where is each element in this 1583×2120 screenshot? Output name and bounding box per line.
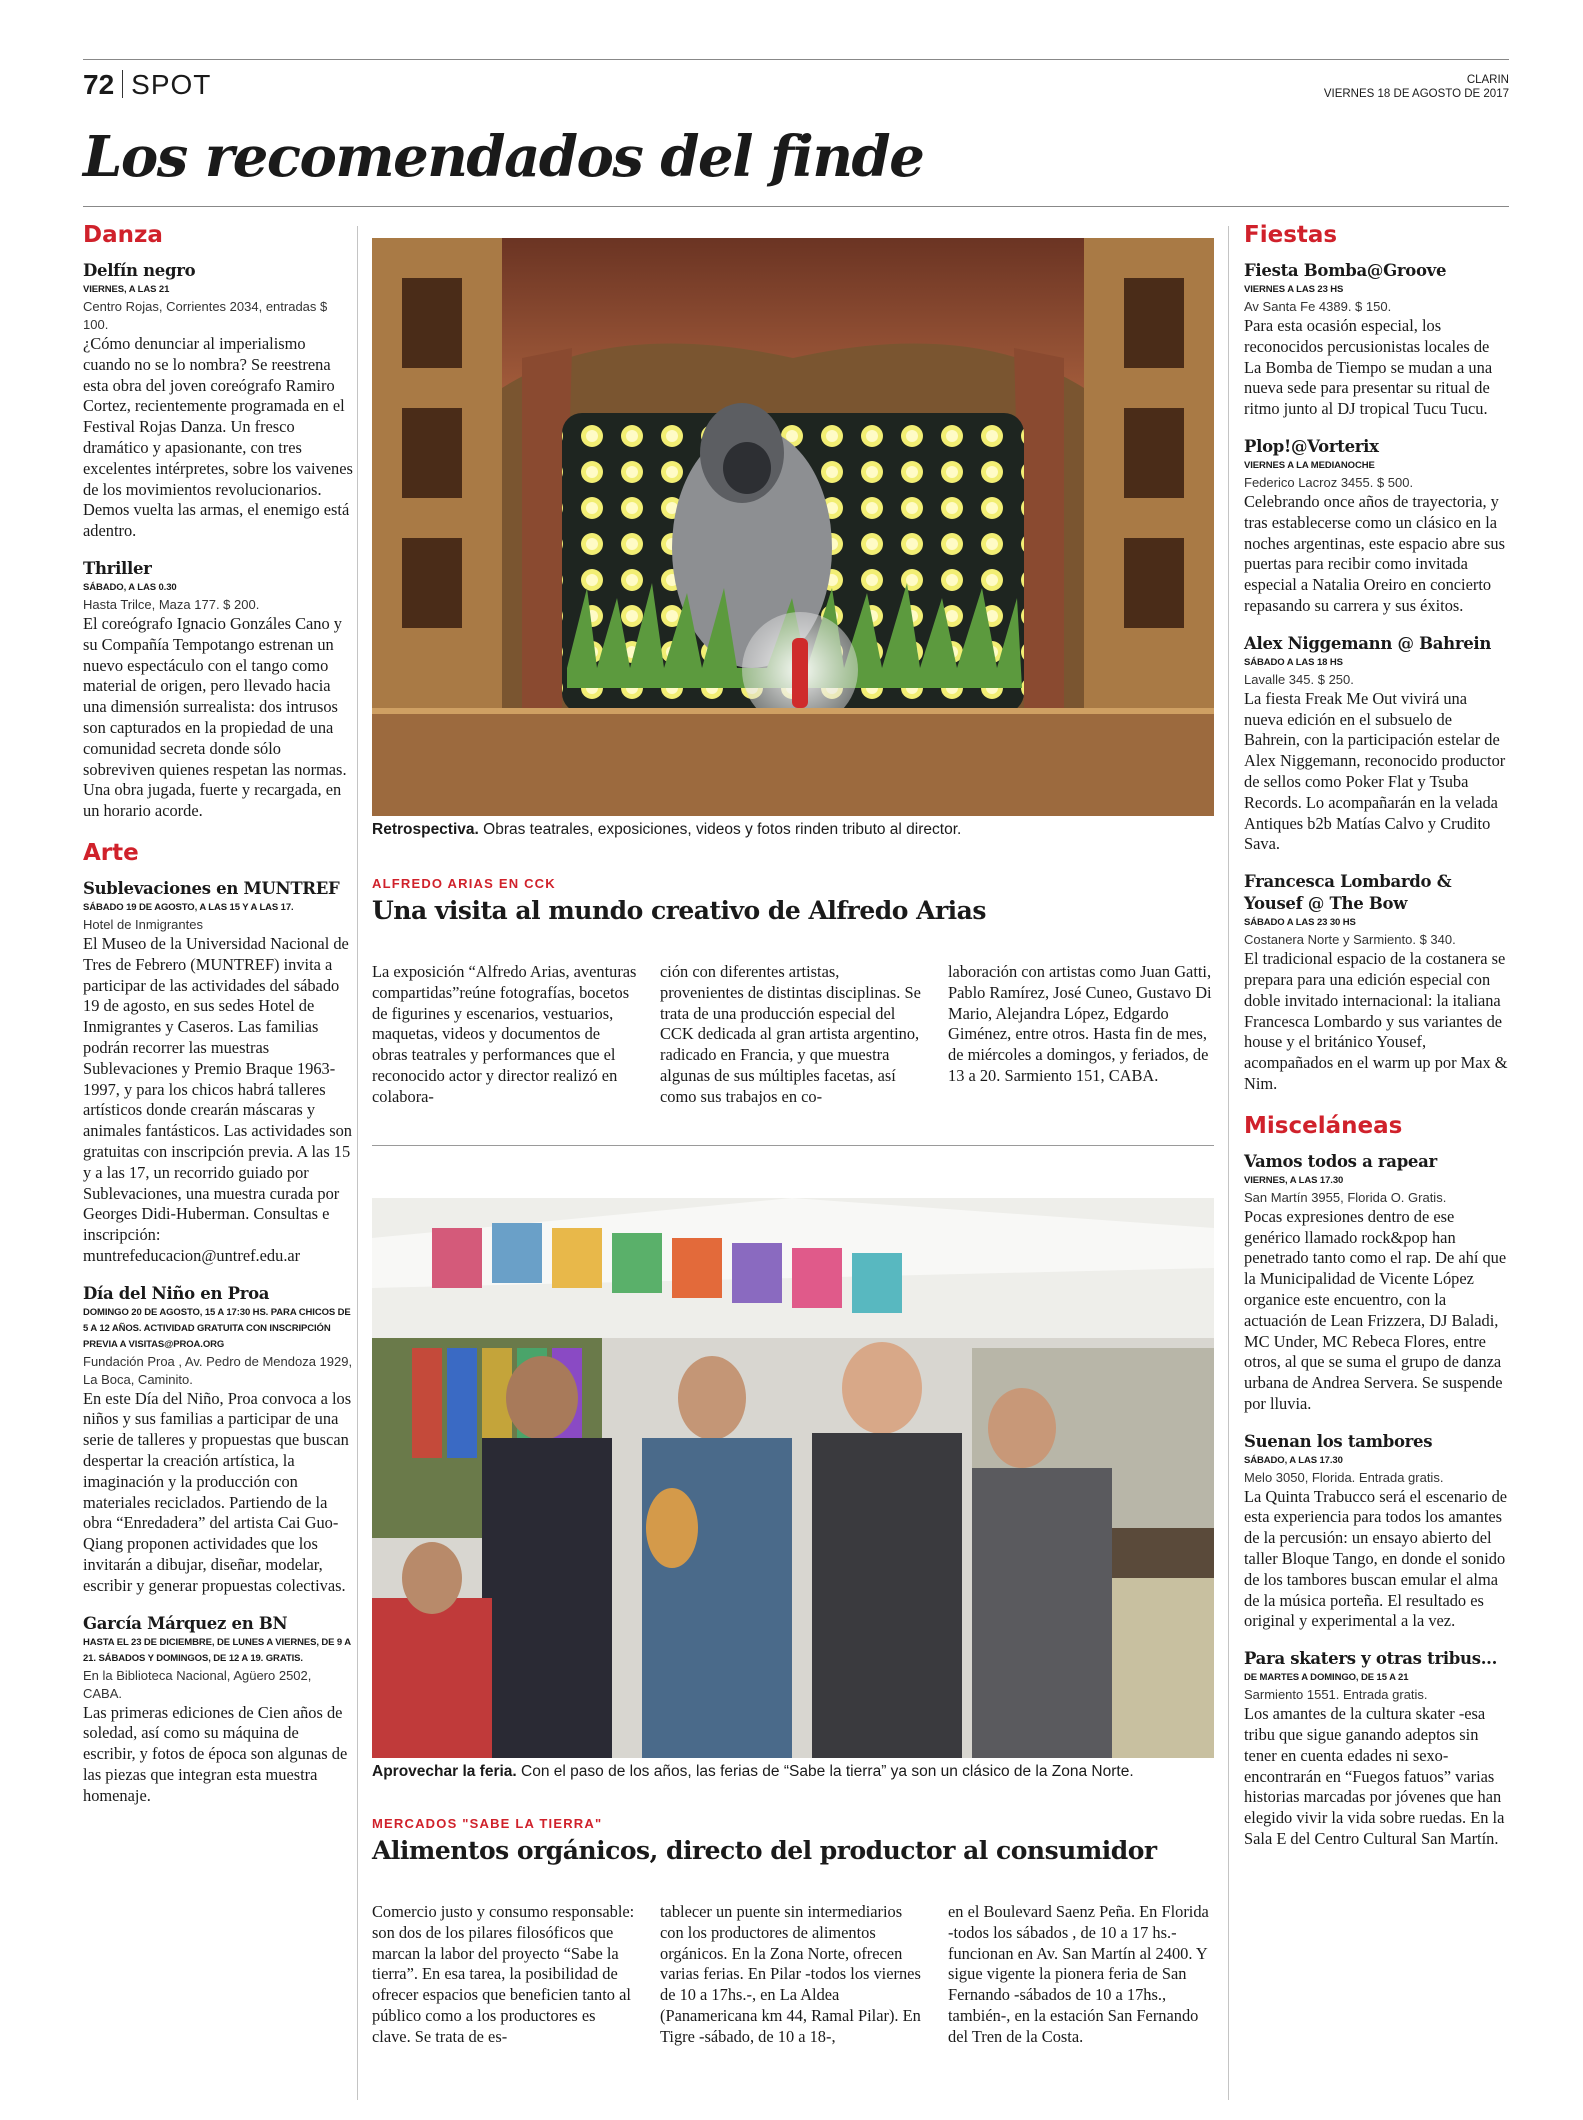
market-illustration [372, 1198, 1214, 1758]
caption-lead: Aprovechar la feria. [372, 1763, 517, 1780]
entry-schedule: VIERNES, A LAS 17.30 [1244, 1174, 1344, 1186]
entry-title: Sublevaciones en MUNTREF [83, 878, 340, 898]
listing-entry [83, 1613, 353, 1807]
story-column: La exposición “Alfredo Arias, aventuras compartidas”reúne fotografías, bocetos de figurines y escenarios, vestuarios, maquetas, videos y documentos de obras teatrales y performances que el reconocido actor y director realizó en colabora- [372, 962, 637, 1106]
entry-title: Día del Niño en Proa [83, 1283, 270, 1303]
section-title-arte: Arte [83, 839, 139, 866]
entry-text: En este Día del Niño, Proa convoca a los niños y sus familias a participar de una serie de talleres y propuestas que buscan despertar la creación artística, la imaginación y la producción con materiales reciclados. Partiendo de la obra “Enredadera” del artista Cai Guo-Qiang proponen actividades que los invitarán a dibujar, diseñar, modelar, escribir y generar propuestas colectivas. [83, 1388, 352, 1595]
entry-venue: Costanera Norte y Sarmiento. $ 340. [1244, 932, 1456, 948]
section-name: SPOT [131, 69, 212, 100]
entry-title: Plop!@Vorterix [1244, 436, 1379, 456]
entry-venue: Melo 3050, Florida. Entrada gratis. [1244, 1469, 1444, 1485]
column-divider [1228, 226, 1229, 2100]
photo-market [372, 1198, 1214, 1758]
entry-title: Alex Niggemann @ Bahrein [1244, 633, 1492, 653]
section-title-fiestas: Fiestas [1244, 222, 1338, 248]
story-title: Alimentos orgánicos, directo del productor al consumidor [372, 1836, 1157, 1865]
entry-title: Vamos todos a rapear [1244, 1151, 1437, 1171]
photo-caption [372, 820, 1214, 840]
listing-entry [1244, 1151, 1509, 1415]
entry-venue: Centro Rojas, Corrientes 2034, entradas $ 100. [83, 299, 328, 332]
entry-venue: San Martín 3955, Florida O. Gratis. [1244, 1189, 1447, 1205]
entry-schedule: VIERNES, A LAS 21 [83, 284, 170, 295]
stage-illustration [372, 238, 1214, 816]
entry-title: Delfín negro [83, 261, 196, 280]
page-header [83, 70, 211, 100]
listing-entry [1244, 260, 1509, 420]
column-divider [357, 226, 358, 2100]
entry-venue: Hasta Trilce, Maza 177. $ 200. [83, 596, 260, 612]
listing-entry [1244, 1431, 1509, 1633]
entry-schedule: SÁBADO, A LAS 0.30 [83, 581, 177, 593]
listing-entry [1244, 436, 1509, 617]
top-rule [83, 59, 1509, 60]
entry-schedule: DOMINGO 20 DE AGOSTO, 15 A 17:30 HS. PARA CHICOS DE 5 A 12 AÑOS. ACTIVIDAD GRATUITA CON INSCRIPCIÓN PREVIA A VISITAS@PROA.ORG [83, 1306, 351, 1350]
section-title-danza: Danza [83, 222, 163, 248]
story-column: tablecer un puente sin intermediarios con los productores de alimentos orgánicos. En la Zona Norte, ofrecen varias ferias. En Pilar -todos los viernes de 10 a 17hs.-, en La Aldea (Panamericana km 44, Ramal Pilar). En Tigre -sábado, de 10 a 18-, [660, 1902, 921, 2046]
entry-text: Las primeras ediciones de Cien años de soledad, así como su máquina de escribir, y fotos de época son algunas de las piezas que integran esta muestra homenaje. [83, 1702, 348, 1805]
caption-text: Con el paso de los años, las ferias de “Sabe la tierra” ya son un clásico de la Zona Norte. [521, 1763, 1134, 1780]
entry-text: Celebrando once años de trayectoria, y tras establecerse como un clásico en la noches argentinas, este espacio abre sus puertas para recibir como invitada especial a Natalia Oreiro en concierto repasando su carrera y sus éxitos. [1244, 491, 1505, 615]
photo-caption [372, 1762, 1214, 1782]
story-body [372, 962, 1214, 1108]
entry-title: Para skaters y otras tribus... [1244, 1649, 1498, 1669]
entry-schedule: VIERNES A LAS 23 HS [1244, 284, 1344, 295]
entry-text: Pocas expresiones dentro de ese genérico llamado rock&pop han penetrado tanto como el rap. De ahí que la Municipalidad de Vicente López organice este encuentro, con la actuación de Lean Frizzera, DJ Baladi, MC Under, MC Rebeca Flores, entre otros, al que se suma el grupo de danza urbana de Andrea Servera. Se suspende por lluvia. [1244, 1206, 1507, 1413]
entry-text: El coreógrafo Ignacio Gonzáles Cano y su Compañía Tempotango estrenan un nuevo espectáculo con el tango como material de origen, pero llevado hacia una dimensión surrealista: dos intrusos son capturados en la propiedad de una comunidad secreta donde sólo sobreviven quienes respetan las normas. Una obra jugada, fuerte y recargada, en un horario acorde. [83, 613, 347, 821]
entry-text: El tradicional espacio de la costanera se prepara para una edición especial con doble invitado internacional: la italiana Francesca Lombardo y sus variantes de house y el británico Yousef, acompañados en el warm up por Max & Nim. [1244, 949, 1508, 1093]
entry-text: La fiesta Freak Me Out vivirá una nueva edición en el subsuelo de Bahrein, con la participación estelar de Alex Niggemann, reconocido productor de sellos como Poker Flat y Tsuba Records. Lo acompañarán en la velada Antiques b2b Matías Calvo y Crudito Sava. [1244, 688, 1506, 854]
entry-venue: Av Santa Fe 4389. $ 150. [1244, 299, 1392, 314]
paper-name: CLARIN [1466, 74, 1509, 86]
entry-venue: En la Biblioteca Nacional, Agüero 2502, CABA. [83, 1667, 312, 1701]
entry-schedule: HASTA EL 23 DE DICIEMBRE, DE LUNES A VIERNES, DE 9 A 21. SÁBADOS Y DOMINGOS, DE 12 A 19. GRATIS. [83, 1636, 351, 1664]
headline-rule [83, 206, 1509, 207]
listing-entry [83, 878, 353, 1267]
entry-title: Suenan los tambores [1244, 1431, 1433, 1451]
entry-venue: Lavalle 345. $ 250. [1244, 671, 1354, 687]
entry-title: Fiesta Bomba@Groove [1244, 261, 1447, 280]
entry-venue: Hotel de Inmigrantes [83, 916, 203, 932]
entry-venue: Sarmiento 1551. Entrada gratis. [1244, 1687, 1428, 1703]
entry-text: El Museo de la Universidad Nacional de Tres de Febrero (MUNTREF) invita a participar de las actividades del sábado 19 de agosto, en sus sedes Hotel de Inmigrantes y Caseros. Las familias podrán recorrer las muestras Sublevaciones y Premio Braque 1963-1997, y para los chicos habrá talleres artísticos donde crearán máscaras y animales fantásticos. Las actividades son gratuitas con inscripción previa. A las 15 y a las 17, un recorrido guiado por Sublevaciones, una muestra curada por Georges Didi-Huberman. Consultas e inscripción: muntrefeducacion@untref.edu.ar [83, 933, 352, 1265]
story-kicker: ALFREDO ARIAS EN CCK [372, 876, 556, 891]
entry-schedule: VIERNES A LA MEDIANOCHE [1244, 459, 1375, 471]
issue-date: VIERNES 18 DE AGOSTO DE 2017 [1323, 88, 1509, 100]
entry-schedule: SÁBADO 19 DE AGOSTO, A LAS 15 Y A LAS 17. [83, 901, 294, 913]
listing-entry [83, 1283, 353, 1597]
entry-schedule: DE MARTES A DOMINGO, DE 15 A 21 [1244, 1672, 1409, 1684]
listing-entry [83, 558, 353, 822]
entry-venue: Federico Lacroz 3455. $ 500. [1244, 474, 1414, 490]
photo-theater-stage [372, 238, 1214, 816]
caption-text: Obras teatrales, exposiciones, videos y fotos rinden tributo al director. [483, 821, 962, 838]
header-divider [122, 70, 123, 98]
story-title: Una visita al mundo creativo de Alfredo Arias [372, 896, 986, 925]
page-number: 72 [83, 69, 115, 100]
caption-lead: Retrospectiva. [372, 821, 479, 838]
story-column: laboración con artistas como Juan Gatti, Pablo Ramírez, José Cuneo, Gustavo Di Mario, Alejandra López, Edgardo Giménez, entre otros. Hasta fin de mes, de miércoles a domingos, y feriados, de 13 a 20. Sarmiento 151, CABA. [948, 962, 1212, 1085]
entry-text: Para esta ocasión especial, los reconocidos percusionistas locales de La Bomba de Tiempo se mudan a una nueva sede para presentar su ritual de ritmo junto al DJ tropical Tucu Tucu. [1244, 316, 1493, 419]
listing-entry [83, 260, 353, 542]
section-title-miscelaneas: Misceláneas [1244, 1112, 1403, 1139]
masthead [1324, 73, 1509, 101]
story-body [372, 1902, 1214, 2048]
listing-entry [1244, 633, 1509, 855]
story-divider [372, 1145, 1214, 1146]
entry-schedule: SÁBADO, A LAS 17.30 [1244, 1454, 1343, 1466]
listing-entry [1244, 871, 1509, 1095]
story-column: ción con diferentes artistas, provenientes de distintas disciplinas. Se trata de una producción especial del CCK dedicada al gran artista argentino, radicado en Francia, y que muestra algunas de sus múltiples facetas, así como sus trabajos en co- [660, 962, 921, 1106]
entry-text: La Quinta Trabucco será el escenario de esta experiencia para todos los amantes de la percusión: un ensayo abierto del taller Bloque Tango, en donde el sonido de los tambores buscan emular el alma de la música porteña. El resultado es original y experimental a la vez. [1244, 1486, 1508, 1631]
entry-title: Francesca Lombardo & Yousef @ The Bow [1244, 872, 1452, 914]
entry-schedule: SÁBADO A LAS 23 30 HS [1244, 917, 1356, 929]
entry-title: García Márquez en BN [83, 1613, 288, 1633]
story-column: en el Boulevard Saenz Peña. En Florida -todos los sábados , de 10 a 17 hs.- funcionan en Av. San Martín al 2400. Y sigue vigente la pionera feria de San Fernando -sábados de 10 a 17hs., también-, en la estación San Fernando del Tren de la Costa. [948, 1902, 1209, 2046]
entry-text: Los amantes de la cultura skater -esa tribu que sigue ganando adeptos sin tener en cuenta edades ni sexo- encontrarán en “Fuegos fatuos” varias historias marcadas por jóvenes que han elegido vivir la vida sobre ruedas. En la Sala E del Centro Cultural San Martín. [1244, 1704, 1505, 1849]
story-column: Comercio justo y consumo responsable: son dos de los pilares filosóficos que marcan la labor del proyecto “Sabe la tierra”. En esa tarea, la posibilidad de ofrecer espacios que beneficien tanto al público como a los productores es clave. Se trata de es- [372, 1902, 635, 2046]
entry-schedule: SÁBADO A LAS 18 HS [1244, 656, 1343, 668]
listing-entry [1244, 1648, 1509, 1850]
entry-text: ¿Cómo denunciar al imperialismo cuando no se lo nombra? Se reestrena esta obra del joven coreógrafo Ramiro Cortez, recientemente programada en el Festival Rojas Danza. Un fresco dramático y apasionante, con tres excelentes intérpretes, sobre los vaivenes de los movimientos revolucionarios. Demos vuelta las armas, el enemigo está adentro. [83, 334, 353, 541]
left-column [83, 220, 353, 1823]
entry-venue: Fundación Proa , Av. Pedro de Mendoza 1929, La Boca, Caminito. [83, 1353, 353, 1387]
right-column [1244, 220, 1509, 1866]
story-kicker: MERCADOS "SABE LA TIERRA" [372, 1816, 603, 1831]
page-headline: Los recomendados del finde [83, 124, 924, 190]
entry-title: Thriller [83, 558, 152, 578]
